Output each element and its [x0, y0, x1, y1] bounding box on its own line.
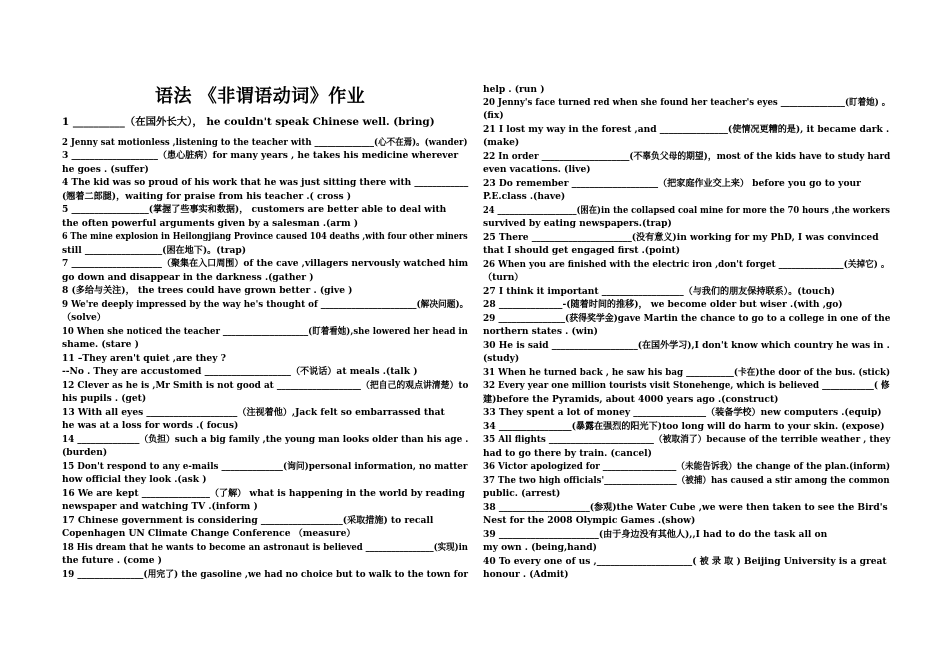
question-line: 38 ____________________(参观)the Water Cube ,we were then taken to see the Bird's	[483, 502, 888, 513]
question-line: 3 ___________________（患心脏病）for many years , he takes his medicine wherever	[62, 150, 459, 161]
question-line: (fix)	[483, 110, 504, 121]
question-line: go down and disappear in the darkness .(gather )	[62, 272, 314, 283]
question-line: shame. (stare )	[62, 339, 139, 350]
question-line: 17 Chinese government is considering __________________(采取措施) to recall	[62, 515, 434, 526]
question-line: 1 __________（在国外长大）， he couldn't speak Chinese well. (bring)	[62, 116, 435, 128]
question-line: 9 We're deeply impressed by the way he's thought of ______________________(解决问题)。	[62, 299, 469, 310]
question-line: （turn）	[483, 272, 524, 283]
question-line: 35 All flights ________________________（被取消了）because of the terrible weather , they	[483, 434, 891, 445]
question-line: 15 Don't respond to any e-mails ______________(询问)personal information, no matter	[62, 461, 468, 472]
question-line: how official they look .(ask )	[62, 474, 207, 485]
question-line: 8 (多给与关注)， the trees could have grown better . (give )	[62, 285, 353, 296]
question-line: newspaper and watching TV .(inform )	[62, 501, 258, 512]
question-line: 12 Clever as he is ,Mr Smith is not good at ___________________（把自己的观点讲清楚）to	[62, 380, 469, 391]
question-line: (burden)	[62, 447, 108, 458]
question-line: still _________________(困在地下)。(trap)	[62, 245, 247, 256]
question-line: 23 Do remember ___________________（把家庭作业交上来） before you go to your	[483, 178, 861, 189]
question-line: 24 ___________________(困在)in the collapsed coal mine for more the 70 hours ,the workers	[483, 205, 890, 216]
question-line: 建)before the Pyramids, about 4000 years ago .(construct)	[483, 394, 779, 405]
question-line: (study)	[483, 353, 520, 364]
question-line: 6 The mine explosion in Heilongjiang Province caused 104 deaths ,with four other miners	[62, 231, 468, 242]
question-line: my own . (being,hand)	[483, 542, 597, 553]
question-line: 4 The kid was so proud of his work that he was just sitting there with ____________	[62, 177, 469, 188]
question-line: 33 They spent a lot of money ________________（装备学校）new computers .(equip)	[483, 407, 882, 418]
question-line: 20 Jenny's face turned red when she found her teacher's eyes _______________(盯着她) 。	[483, 97, 891, 108]
question-line: 28 ______________-(随着时间的推移)， we become older but wiser .(with ,go)	[483, 299, 843, 310]
question-line: 25 There ______________________(没有意义)in working for my PhD, I was convinced	[483, 232, 879, 243]
question-line: northern states . (win)	[483, 326, 598, 337]
question-line: 27 I think it important __________________（与我们的朋友保持联系）。(touch)	[483, 286, 835, 297]
question-line: honour . (Admit)	[483, 569, 569, 580]
question-line: （solve）	[62, 312, 106, 323]
question-line: 22 In order ____________________(不辜负父母的期望)，most of the kids have to study hard	[483, 151, 891, 162]
question-line: 26 When you are finished with the electric iron ,don't forget _______________(关掉它) 。	[483, 259, 890, 270]
question-line: P.E.class .(have)	[483, 191, 566, 202]
question-line: 21 I lost my way in the forest ,and _______________(使情况更糟的是), it became dark .	[483, 124, 890, 135]
question-line: Copenhagen UN Climate Change Conference （measure）	[62, 528, 356, 539]
question-line: 13 With all eyes ____________________（注视着他）,Jack felt so embarrassed that	[62, 407, 445, 418]
question-line: 31 When he turned back , he saw his bag ___________(卡在)the door of the bus. (stick)	[483, 367, 891, 378]
question-line: 34 ________________(暴露在强烈的阳光下)too long will do harm to your skin. (expose)	[483, 421, 885, 432]
question-line: 37 The two high officials'_________________（被捕）has caused a stir among the common	[483, 475, 890, 486]
question-line: 30 He is said ___________________(在国外学习),I don't know which country he was in .	[483, 340, 890, 351]
question-line: 32 Every year one million tourists visit Stonehenge, which is believed ____________( 修	[483, 380, 890, 391]
question-line: 14 ______________（负担）such a big family ,the young man looks older than his age .	[62, 434, 469, 445]
question-line: public. (arrest)	[483, 488, 561, 499]
question-line: his pupils . (get)	[62, 393, 147, 404]
question-line: 19 _______________(用完了) the gasoline ,we had no choice but to walk to the town for	[62, 569, 468, 580]
question-line: 5 _________________(掌握了些事实和数据)， customers are better able to deal with	[62, 204, 447, 215]
question-line: help . (run )	[483, 84, 545, 95]
question-line: 10 When she noticed the teacher ____________________(盯着看她),she lowered her head in	[62, 326, 468, 337]
question-line: 40 To every one of us ,_____________________( 被 录 取 ) Beijing University is a great	[483, 556, 887, 567]
question-line: survived by eating newspapers.(trap)	[483, 218, 672, 229]
question-line: the often powerful arguments given by a salesman .(arm )	[62, 218, 359, 229]
question-line: Nest for the 2008 Olympic Games .(show)	[483, 515, 696, 526]
question-line: that I should get engaged first .(point)	[483, 245, 681, 256]
question-line: (make)	[483, 137, 520, 148]
question-line: even vacations. (live)	[483, 164, 591, 175]
question-line: --No . They are accustomed ___________________（不说话）at meals .(talk )	[62, 366, 418, 377]
question-line: 2 Jenny sat motionless ,listening to the teacher with ______________(心不在焉)。(wander)	[62, 137, 468, 148]
page-title: 语法 《非谓语动词》作业	[155, 86, 366, 107]
question-line: 7 ____________________（聚集在入口周围）of the cave ,villagers nervously watched him	[62, 258, 469, 269]
question-line: 16 We are kept _______________（了解） what is happening in the world by reading	[62, 488, 465, 499]
question-line: (翘着二郎腿)，waiting for praise from his teacher .( cross )	[62, 191, 352, 202]
question-line: 39 ______________________(由于身边没有其他人),,I had to do the task all on	[483, 529, 828, 540]
question-line: he was at a loss for words .( focus)	[62, 420, 239, 431]
question-line: the future . (come )	[62, 555, 162, 566]
question-line: 29 _______________(获得奖学金)gave Martin the chance to go to a college in one of the	[483, 313, 891, 324]
question-line: 11 –They aren't quiet ,are they ?	[62, 353, 226, 364]
question-line: he goes . (suffer)	[62, 164, 149, 175]
question-line: 18 His dream that he wants to become an astronaut is believed ________________(实现)in	[62, 542, 468, 553]
question-line: had to go there by train. (cancel)	[483, 448, 652, 459]
question-line: 36 Victor apologized for _________________（未能告诉我）the change of the plan.(inform)	[483, 461, 891, 472]
